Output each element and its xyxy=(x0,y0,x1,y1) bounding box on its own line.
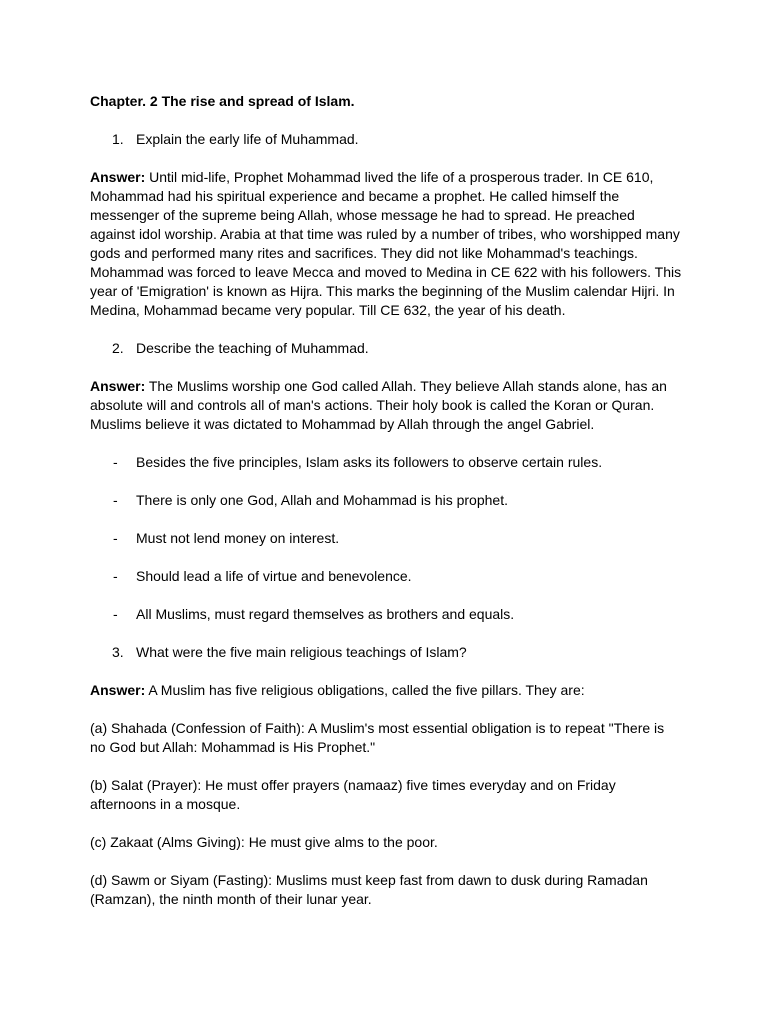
answer-1 xyxy=(90,168,682,320)
pillar-sawm: (d) Sawm or Siyam (Fasting): Muslims must keep fast from dawn to dusk during Ramadan (Ramzan), the ninth month of their lunar year. xyxy=(90,872,648,907)
pillar-zakaat: (c) Zakaat (Alms Giving): He must give alms to the poor. xyxy=(90,834,438,850)
question-3-text: What were the five main religious teachings of Islam? xyxy=(136,644,467,660)
rule-item xyxy=(90,567,682,586)
answer-1-label: Answer: xyxy=(90,169,146,185)
rule-item xyxy=(90,529,682,548)
rule-item-text: Must not lend money on interest. xyxy=(136,530,340,546)
rule-item xyxy=(90,453,682,472)
dash-marker: - xyxy=(113,568,118,584)
pillar-salat: (b) Salat (Prayer): He must offer prayers (namaaz) five times everyday and on Friday afternoons in a mosque. xyxy=(90,777,616,812)
pillar-shahada: (a) Shahada (Confession of Faith): A Muslim's most essential obligation is to repeat "There is no God but Allah: Mohammad is His Prophet." xyxy=(90,720,665,755)
rule-item-text: All Muslims, must regard themselves as brothers and equals. xyxy=(136,606,515,622)
dash-marker: - xyxy=(113,606,118,622)
rule-item-text: There is only one God, Allah and Mohammad is his prophet. xyxy=(136,492,508,508)
answer-2 xyxy=(90,377,682,434)
chapter-title: Chapter. 2 The rise and spread of Islam. xyxy=(90,93,355,109)
answer-1-text: Until mid-life, Prophet Mohammad lived the life of a prosperous trader. In CE 610, Mohammad had his spiritual experience and became a prophet. He called himself the messenger of the supreme being Allah, whose message he had to spread. He preached against idol worship. Arabia at that time was ruled by a number of tribes, who worshipped many gods and performed many rites and sacrifices. They did not like Mohammad's teachings. Mohammad was forced to leave Mecca and moved to Medina in CE 622 with his followers. This year of 'Emigration' is known as Hijra. This marks the beginning of the Muslim calendar Hijri. In Medina, Mohammad became very popular. Till CE 632, the year of his death. xyxy=(90,169,682,318)
answer-3 xyxy=(90,681,682,700)
rule-item-text: Should lead a life of virtue and benevolence. xyxy=(136,568,412,584)
dash-marker: - xyxy=(113,530,118,546)
question-3-number: 3. xyxy=(112,644,124,660)
answer-2-label: Answer: xyxy=(90,378,146,394)
dash-marker: - xyxy=(113,454,118,470)
question-2 xyxy=(90,339,682,358)
rule-item xyxy=(90,605,682,624)
answer-2-text: The Muslims worship one God called Allah. They believe Allah stands alone, has an absolute will and controls all of man's actions. Their holy book is called the Koran or Quran. Muslims believe it was dictated to Mohammad by Allah through the angel Gabriel. xyxy=(90,378,667,432)
question-3 xyxy=(90,643,682,662)
question-2-number: 2. xyxy=(112,340,124,356)
question-1 xyxy=(90,130,682,149)
question-2-text: Describe the teaching of Muhammad. xyxy=(136,340,369,356)
answer-3-label: Answer: xyxy=(90,682,146,698)
question-1-text: Explain the early life of Muhammad. xyxy=(136,131,359,147)
answer-3-text: A Muslim has five religious obligations, called the five pillars. They are: xyxy=(145,682,585,698)
rule-item-text: Besides the five principles, Islam asks its followers to observe certain rules. xyxy=(136,454,603,470)
rule-item xyxy=(90,491,682,510)
dash-marker: - xyxy=(113,492,118,508)
question-1-number: 1. xyxy=(112,131,124,147)
document-page xyxy=(90,92,682,928)
